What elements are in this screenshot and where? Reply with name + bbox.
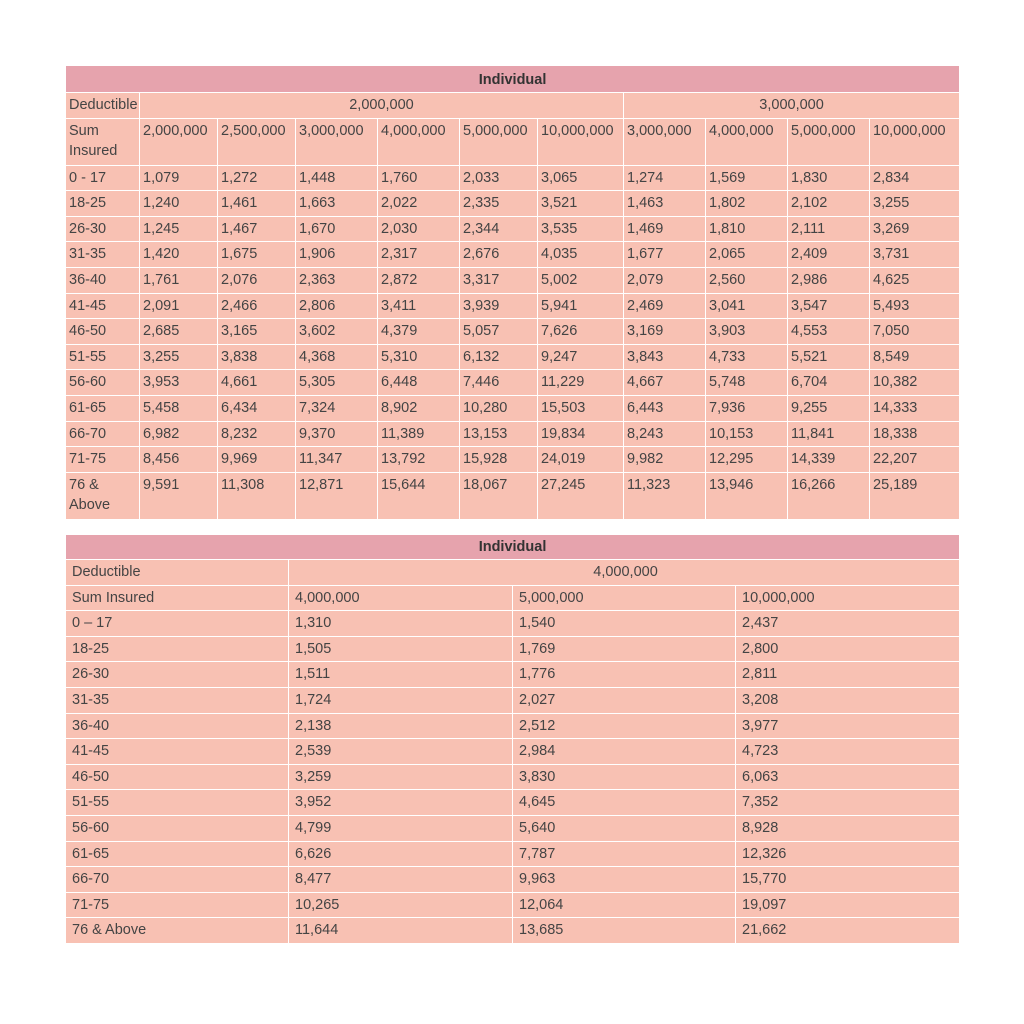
- premium-cell: 1,724: [289, 687, 513, 713]
- premium-cell: 6,443: [624, 395, 706, 421]
- premium-cell: 7,936: [706, 395, 788, 421]
- premium-cell: 2,872: [378, 267, 460, 293]
- sum-insured-value: 5,000,000: [513, 585, 736, 611]
- table-row: [66, 472, 960, 519]
- premium-cell: 2,466: [218, 293, 296, 319]
- premium-cell: 7,626: [538, 319, 624, 345]
- premium-cell: 1,810: [706, 216, 788, 242]
- deductible-label: Deductible: [66, 560, 289, 586]
- premium-cell: 10,382: [870, 370, 960, 396]
- premium-cell: 2,102: [788, 191, 870, 217]
- premium-cell: 2,409: [788, 242, 870, 268]
- premium-cell: 2,560: [706, 267, 788, 293]
- premium-cell: 2,800: [736, 636, 960, 662]
- premium-cell: 9,969: [218, 447, 296, 473]
- age-band: 51-55: [66, 790, 289, 816]
- age-band: 18-25: [66, 636, 289, 662]
- sum-insured-value: 3,000,000: [624, 118, 706, 165]
- premium-cell: 2,984: [513, 739, 736, 765]
- table-row: [66, 293, 960, 319]
- premium-cell: 13,792: [378, 447, 460, 473]
- table-row: [66, 319, 960, 345]
- premium-cell: 11,389: [378, 421, 460, 447]
- premium-cell: 14,333: [870, 395, 960, 421]
- premium-cell: 27,245: [538, 472, 624, 519]
- premium-cell: 2,512: [513, 713, 736, 739]
- premium-table-2: [65, 534, 960, 944]
- premium-cell: 1,677: [624, 242, 706, 268]
- table-row: [66, 841, 960, 867]
- premium-cell: 6,448: [378, 370, 460, 396]
- premium-cell: 3,255: [140, 344, 218, 370]
- premium-cell: 8,232: [218, 421, 296, 447]
- premium-cell: 4,379: [378, 319, 460, 345]
- premium-cell: 2,676: [460, 242, 538, 268]
- table-title: Individual: [66, 535, 960, 560]
- table-row: [66, 191, 960, 217]
- premium-cell: 3,547: [788, 293, 870, 319]
- premium-cell: 8,477: [289, 867, 513, 893]
- premium-cell: 1,420: [140, 242, 218, 268]
- premium-cell: 4,625: [870, 267, 960, 293]
- premium-cell: 6,626: [289, 841, 513, 867]
- premium-cell: 3,843: [624, 344, 706, 370]
- premium-cell: 3,830: [513, 764, 736, 790]
- premium-cell: 3,411: [378, 293, 460, 319]
- table-row: [66, 421, 960, 447]
- premium-cell: 9,591: [140, 472, 218, 519]
- table-title: Individual: [66, 66, 960, 93]
- table-row: [66, 790, 960, 816]
- premium-cell: 4,035: [538, 242, 624, 268]
- premium-cell: 1,079: [140, 165, 218, 191]
- table-row: [66, 713, 960, 739]
- premium-cell: 4,723: [736, 739, 960, 765]
- premium-cell: 1,448: [296, 165, 378, 191]
- premium-cell: 13,153: [460, 421, 538, 447]
- premium-cell: 2,091: [140, 293, 218, 319]
- premium-cell: 5,941: [538, 293, 624, 319]
- age-band: 61-65: [66, 395, 140, 421]
- premium-cell: 1,245: [140, 216, 218, 242]
- premium-cell: 7,050: [870, 319, 960, 345]
- premium-cell: 2,834: [870, 165, 960, 191]
- age-band: 41-45: [66, 739, 289, 765]
- premium-cell: 3,903: [706, 319, 788, 345]
- premium-cell: 4,368: [296, 344, 378, 370]
- premium-cell: 1,274: [624, 165, 706, 191]
- premium-cell: 1,760: [378, 165, 460, 191]
- premium-cell: 8,902: [378, 395, 460, 421]
- premium-cell: 24,019: [538, 447, 624, 473]
- premium-cell: 6,132: [460, 344, 538, 370]
- premium-cell: 1,469: [624, 216, 706, 242]
- sum-insured-value: 4,000,000: [706, 118, 788, 165]
- premium-cell: 3,535: [538, 216, 624, 242]
- premium-cell: 7,324: [296, 395, 378, 421]
- premium-cell: 3,952: [289, 790, 513, 816]
- premium-cell: 5,493: [870, 293, 960, 319]
- premium-cell: 4,661: [218, 370, 296, 396]
- table-row: [66, 370, 960, 396]
- age-band: 0 - 17: [66, 165, 140, 191]
- table-row: [66, 815, 960, 841]
- deductible-value: 4,000,000: [289, 560, 960, 586]
- age-band: 46-50: [66, 319, 140, 345]
- premium-cell: 7,446: [460, 370, 538, 396]
- age-band: 26-30: [66, 662, 289, 688]
- sum-insured-value: 5,000,000: [788, 118, 870, 165]
- premium-cell: 13,946: [706, 472, 788, 519]
- premium-cell: 15,503: [538, 395, 624, 421]
- premium-cell: 16,266: [788, 472, 870, 519]
- premium-cell: 14,339: [788, 447, 870, 473]
- premium-cell: 13,685: [513, 918, 736, 944]
- sum-insured-row: [66, 585, 960, 611]
- premium-cell: 9,370: [296, 421, 378, 447]
- sum-insured-value: 3,000,000: [296, 118, 378, 165]
- premium-cell: 5,521: [788, 344, 870, 370]
- premium-cell: 5,057: [460, 319, 538, 345]
- premium-cell: 1,240: [140, 191, 218, 217]
- premium-cell: 3,041: [706, 293, 788, 319]
- table-1-body: [66, 66, 960, 520]
- premium-cell: 2,027: [513, 687, 736, 713]
- premium-cell: 11,308: [218, 472, 296, 519]
- sum-insured-value: 10,000,000: [736, 585, 960, 611]
- table-row: [66, 267, 960, 293]
- deductible-value: 2,000,000: [140, 93, 624, 119]
- table-row: [66, 764, 960, 790]
- premium-cell: 19,834: [538, 421, 624, 447]
- premium-cell: 3,065: [538, 165, 624, 191]
- premium-cell: 2,986: [788, 267, 870, 293]
- premium-cell: 10,153: [706, 421, 788, 447]
- age-band: 18-25: [66, 191, 140, 217]
- age-band: 36-40: [66, 713, 289, 739]
- premium-cell: 3,939: [460, 293, 538, 319]
- premium-cell: 1,802: [706, 191, 788, 217]
- premium-cell: 15,770: [736, 867, 960, 893]
- sum-insured-value: 2,500,000: [218, 118, 296, 165]
- premium-cell: 18,338: [870, 421, 960, 447]
- premium-cell: 15,928: [460, 447, 538, 473]
- premium-cell: 2,437: [736, 611, 960, 637]
- age-band: 66-70: [66, 867, 289, 893]
- premium-cell: 25,189: [870, 472, 960, 519]
- premium-cell: 4,799: [289, 815, 513, 841]
- premium-cell: 1,463: [624, 191, 706, 217]
- premium-cell: 5,002: [538, 267, 624, 293]
- table-row: [66, 739, 960, 765]
- age-band: 76 & Above: [66, 918, 289, 944]
- premium-cell: 3,521: [538, 191, 624, 217]
- premium-cell: 3,165: [218, 319, 296, 345]
- premium-cell: 1,663: [296, 191, 378, 217]
- premium-cell: 18,067: [460, 472, 538, 519]
- sum-insured-value: 4,000,000: [378, 118, 460, 165]
- premium-cell: 1,540: [513, 611, 736, 637]
- premium-cell: 12,871: [296, 472, 378, 519]
- age-band: 0 – 17: [66, 611, 289, 637]
- premium-cell: 1,769: [513, 636, 736, 662]
- premium-cell: 3,977: [736, 713, 960, 739]
- premium-cell: 4,645: [513, 790, 736, 816]
- premium-cell: 8,243: [624, 421, 706, 447]
- table-2-body: [66, 535, 960, 944]
- premium-cell: 1,511: [289, 662, 513, 688]
- premium-cell: 3,838: [218, 344, 296, 370]
- premium-cell: 1,670: [296, 216, 378, 242]
- sum-insured-value: 2,000,000: [140, 118, 218, 165]
- sum-insured-value: 10,000,000: [538, 118, 624, 165]
- premium-cell: 7,352: [736, 790, 960, 816]
- age-band: 66-70: [66, 421, 140, 447]
- age-band: 36-40: [66, 267, 140, 293]
- premium-cell: 9,963: [513, 867, 736, 893]
- premium-cell: 11,644: [289, 918, 513, 944]
- premium-cell: 2,469: [624, 293, 706, 319]
- premium-cell: 3,255: [870, 191, 960, 217]
- premium-cell: 2,685: [140, 319, 218, 345]
- premium-cell: 9,982: [624, 447, 706, 473]
- premium-cell: 2,079: [624, 267, 706, 293]
- premium-cell: 1,272: [218, 165, 296, 191]
- age-band: 56-60: [66, 815, 289, 841]
- premium-cell: 11,841: [788, 421, 870, 447]
- premium-cell: 1,830: [788, 165, 870, 191]
- premium-cell: 5,305: [296, 370, 378, 396]
- table-row: [66, 344, 960, 370]
- premium-cell: 3,953: [140, 370, 218, 396]
- premium-cell: 2,806: [296, 293, 378, 319]
- age-band: 26-30: [66, 216, 140, 242]
- premium-cell: 11,229: [538, 370, 624, 396]
- premium-cell: 11,347: [296, 447, 378, 473]
- premium-cell: 2,335: [460, 191, 538, 217]
- premium-cell: 6,063: [736, 764, 960, 790]
- premium-cell: 1,310: [289, 611, 513, 637]
- sum-insured-value: 10,000,000: [870, 118, 960, 165]
- premium-cell: 12,326: [736, 841, 960, 867]
- premium-cell: 12,295: [706, 447, 788, 473]
- premium-cell: 19,097: [736, 892, 960, 918]
- premium-cell: 3,208: [736, 687, 960, 713]
- premium-cell: 6,434: [218, 395, 296, 421]
- sum-insured-value: 5,000,000: [460, 118, 538, 165]
- age-band: 61-65: [66, 841, 289, 867]
- premium-cell: 4,553: [788, 319, 870, 345]
- premium-cell: 2,022: [378, 191, 460, 217]
- table-row: [66, 242, 960, 268]
- table-row: [66, 216, 960, 242]
- premium-cell: 2,033: [460, 165, 538, 191]
- table-row: [66, 636, 960, 662]
- premium-cell: 8,549: [870, 344, 960, 370]
- age-band: 41-45: [66, 293, 140, 319]
- premium-cell: 12,064: [513, 892, 736, 918]
- table-row: [66, 165, 960, 191]
- deductible-value: 3,000,000: [624, 93, 960, 119]
- premium-cell: 5,640: [513, 815, 736, 841]
- premium-cell: 10,280: [460, 395, 538, 421]
- premium-cell: 3,731: [870, 242, 960, 268]
- premium-cell: 1,461: [218, 191, 296, 217]
- premium-cell: 7,787: [513, 841, 736, 867]
- sum-insured-value: 4,000,000: [289, 585, 513, 611]
- table-row: [66, 892, 960, 918]
- premium-cell: 9,247: [538, 344, 624, 370]
- premium-cell: 3,317: [460, 267, 538, 293]
- table-row: [66, 611, 960, 637]
- table-row: [66, 395, 960, 421]
- premium-cell: 3,259: [289, 764, 513, 790]
- premium-cell: 1,505: [289, 636, 513, 662]
- premium-cell: 2,539: [289, 739, 513, 765]
- sum-insured-row: [66, 118, 960, 165]
- premium-cell: 1,675: [218, 242, 296, 268]
- premium-cell: 2,811: [736, 662, 960, 688]
- age-band: 71-75: [66, 892, 289, 918]
- age-band: 76 & Above: [66, 472, 140, 519]
- age-band: 46-50: [66, 764, 289, 790]
- age-band: 51-55: [66, 344, 140, 370]
- sum-insured-label: Sum Insured: [66, 118, 140, 165]
- premium-cell: 5,458: [140, 395, 218, 421]
- premium-cell: 9,255: [788, 395, 870, 421]
- age-band: 71-75: [66, 447, 140, 473]
- premium-cell: 2,065: [706, 242, 788, 268]
- table-row: [66, 687, 960, 713]
- premium-cell: 21,662: [736, 918, 960, 944]
- deductible-label: Deductible: [66, 93, 140, 119]
- premium-cell: 3,269: [870, 216, 960, 242]
- premium-cell: 6,704: [788, 370, 870, 396]
- premium-cell: 4,733: [706, 344, 788, 370]
- table-row: [66, 867, 960, 893]
- premium-cell: 2,138: [289, 713, 513, 739]
- premium-cell: 2,076: [218, 267, 296, 293]
- premium-cell: 5,748: [706, 370, 788, 396]
- premium-cell: 11,323: [624, 472, 706, 519]
- premium-cell: 2,363: [296, 267, 378, 293]
- premium-cell: 1,569: [706, 165, 788, 191]
- premium-cell: 8,928: [736, 815, 960, 841]
- age-band: 31-35: [66, 242, 140, 268]
- premium-cell: 10,265: [289, 892, 513, 918]
- premium-cell: 2,111: [788, 216, 870, 242]
- age-band: 31-35: [66, 687, 289, 713]
- premium-cell: 1,906: [296, 242, 378, 268]
- premium-table-1: [65, 65, 960, 520]
- premium-cell: 2,344: [460, 216, 538, 242]
- table-row: [66, 447, 960, 473]
- premium-cell: 4,667: [624, 370, 706, 396]
- premium-cell: 1,761: [140, 267, 218, 293]
- premium-cell: 2,317: [378, 242, 460, 268]
- age-band: 56-60: [66, 370, 140, 396]
- premium-cell: 1,467: [218, 216, 296, 242]
- table-row: [66, 918, 960, 944]
- premium-cell: 6,982: [140, 421, 218, 447]
- premium-cell: 3,169: [624, 319, 706, 345]
- premium-cell: 15,644: [378, 472, 460, 519]
- premium-cell: 2,030: [378, 216, 460, 242]
- premium-cell: 1,776: [513, 662, 736, 688]
- premium-cell: 8,456: [140, 447, 218, 473]
- sum-insured-label: Sum Insured: [66, 585, 289, 611]
- premium-cell: 3,602: [296, 319, 378, 345]
- table-row: [66, 662, 960, 688]
- premium-cell: 22,207: [870, 447, 960, 473]
- premium-cell: 5,310: [378, 344, 460, 370]
